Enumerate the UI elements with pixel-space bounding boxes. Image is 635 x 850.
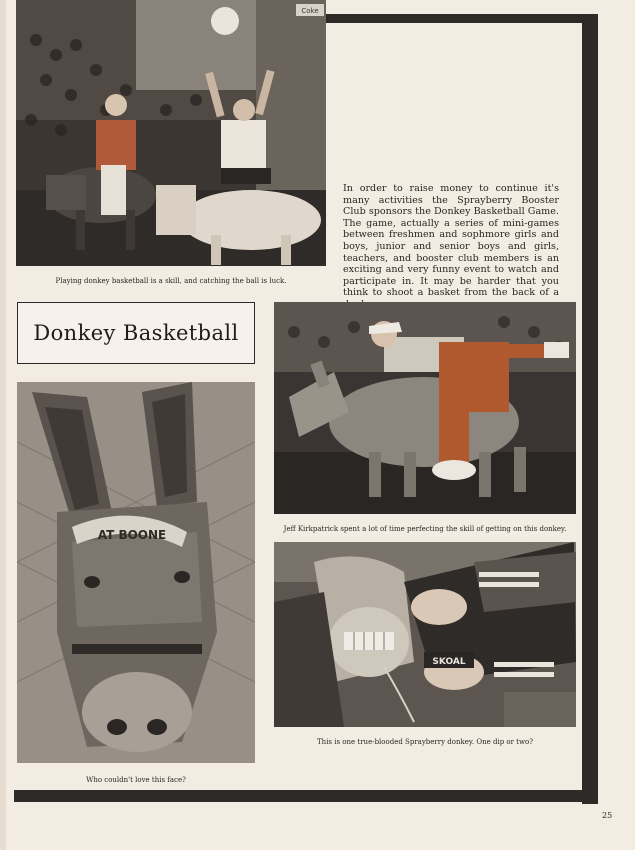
frame-border-bottom <box>14 790 598 802</box>
page-edge <box>0 0 6 850</box>
caption-middle-right: Jeff Kirkpatrick spent a lot of time perfecting the skill of getting on this donkey. <box>283 525 567 533</box>
caption-bottom-left: Who couldn't love this face? <box>86 776 186 784</box>
frame-border-right <box>582 14 598 804</box>
photo-jeff-on-donkey <box>274 302 576 514</box>
coke-sign-text: Coke <box>301 7 319 15</box>
photo-donkey-basketball-game <box>16 0 326 266</box>
photo-donkey-teeth <box>274 542 576 727</box>
photo-donkey-face <box>17 382 255 763</box>
title-box <box>17 302 255 364</box>
article-body-text: In order to raise money to continue it's many activities the Sprayberry Booster Club sponsors the Donkey Basketball Game. The game, actually a series of mini-games between freshmen and sophmore girls and boys, junior and senior boys and girls, teachers, and booster club members is an exciting and very funny event to watch and participate in. It may be harder that you think to shoot a basket from the back of a <box>343 183 559 299</box>
frame-border-top <box>326 14 598 23</box>
halter-tag-text: SKOAL <box>432 657 466 667</box>
caption-bottom-right: This is one true-blooded Sprayberry donkey. One dip or two? <box>317 738 533 746</box>
page-number: 25 <box>602 811 613 820</box>
headband-text: AT BOONE <box>97 528 167 542</box>
caption-top-left: Playing donkey basketball is a skill, and catching the ball is luck. <box>55 277 287 285</box>
page-title: Donkey Basketball <box>33 321 239 345</box>
